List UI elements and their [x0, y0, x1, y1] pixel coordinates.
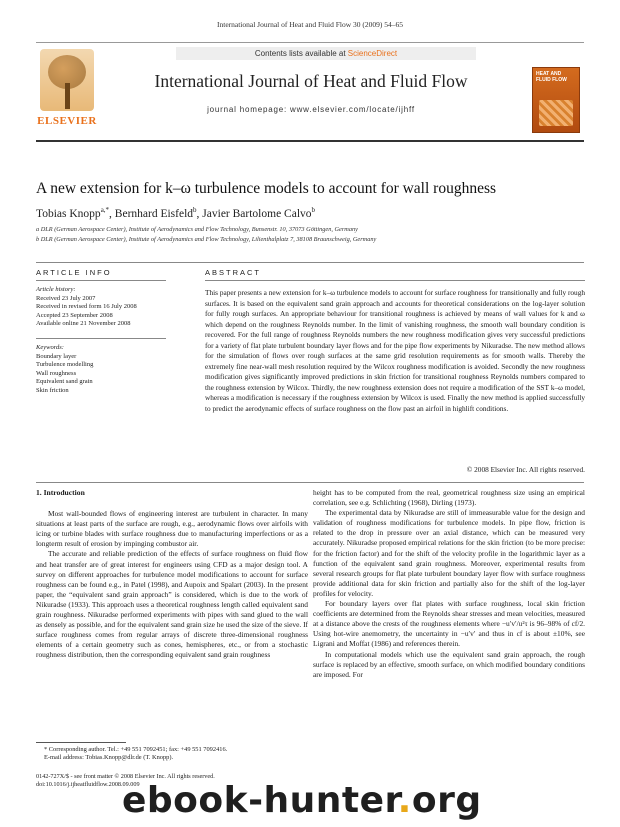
- keyword: Boundary layer: [36, 352, 77, 360]
- author-list: Tobias Knopp$^{a,*}$, Bernhard Eisfeld$^b$, Javier Bartolome Calvo$^b$: [36, 206, 316, 220]
- footnote-divider: [36, 742, 126, 743]
- cover-art-icon: [539, 100, 573, 126]
- keyword: Turbulence modelling: [36, 361, 94, 369]
- author-name[interactable]: Bernhard Eisfeld: [114, 207, 194, 220]
- history-item: Available online 21 November 2008: [36, 320, 131, 328]
- abstract-text: This paper presents a new extension for k–ω turbulence models to account for surface roughness for transitionally and fully rough surfaces. It is based on the equivalent sand grain approach and accounts for theoretical considerations on the log-layer solution for fully rough surfaces. An appropriate behaviour for transitional roughness is achieved by means of wall values for k and ω which depend on the roughness Reynolds number. In the limit of vanishing roughness, the smooth wall boundary condition is recovered. For the full range of roughness Reynolds numbers the new roughness modification gives very successful predictions for a variety of flat plate turbulent boundary layer flows and for the pipe flow experiments by Nikuradse. The new method allows for the simulation of flows over rough surfaces at the same grid resolution requirements as for smooth walls. Thereby the extremely fine near-wall mesh resolution required by the Wilcox roughness modification is avoided. Secondly the new roughness modification gives significantly improved predictions in skin friction for transitional roughness Reynolds numbers compared to the roughness extension by Wilcox. Thirdly, the new roughness extension does not require a modification of the SST k–ω model, whereas a modification is necessary if the roughness extension by Wilcox is used. Finally the new method is applied successfully to predict the aerodynamic effects of surface roughness on the flow past an airfoil in highlift conditions.: [205, 288, 585, 413]
- doi-link[interactable]: doi:10.1016/j.ijheatfluidflow.2008.09.009: [36, 781, 140, 788]
- history-item: Received in revised form 16 July 2008: [36, 303, 137, 311]
- affiliation-b: b DLR (German Aerospace Center), Institute of Aerodynamics and Flow Technology, Lilienthalplatz 7, 38108 Braunschweig, Germany: [36, 236, 377, 243]
- divider: [205, 280, 585, 281]
- history-item: Received 23 July 2007: [36, 294, 96, 302]
- history-item: Accepted 23 September 2008: [36, 311, 113, 319]
- elsevier-tree-icon: [40, 49, 94, 111]
- author-name[interactable]: Tobias Knopp: [36, 207, 101, 220]
- keywords-label: Keywords:: [36, 344, 64, 351]
- footnote: [44, 746, 304, 762]
- elsevier-wordmark: ELSEVIER: [37, 115, 97, 127]
- watermark-tld: org: [411, 780, 482, 821]
- copyright-notice: © 2008 Elsevier Inc. All rights reserved.: [466, 465, 585, 474]
- paper-title: A new extension for k–ω turbulence models to account for wall roughness: [36, 180, 497, 197]
- journal-homepage-link[interactable]: journal homepage: www.elsevier.com/locate/ijhff: [207, 105, 415, 114]
- masthead: [36, 42, 584, 142]
- keyword: Wall roughness: [36, 369, 77, 377]
- cover-title: HEAT AND FLUID FLOW: [536, 71, 567, 83]
- keyword: Skin friction: [36, 386, 69, 394]
- body-paragraph: The experimental data by Nikuradse are still of immeasurable value for the design and validation of roughness modifications for turbulence models. In pipe flow, friction is related to the drop in pressure over an axial distance, which can be measured very accurately. Nikuradse proposed empirical relations for the skin friction (to be more precise: for the friction factor) and for the shift of the velocity profile in the logarithmic layer as a function of the equivalent sand grain roughness. Moreover, experimental results from several research groups for flat plate turbulent boundary layer flow with surface roughness provide additional data for skin friction and partially also for the shift of the log-layer profiles for velocity.: [313, 508, 585, 598]
- body-column-left: [36, 488, 308, 661]
- keyword: Equivalent sand grain: [36, 378, 93, 386]
- divider: [36, 262, 584, 263]
- journal-reference: International Journal of Heat and Fluid Flow 30 (2009) 54–65: [216, 20, 403, 29]
- body-paragraph: For boundary layers over flat plates with surface roughness, local skin friction coefficients are determined from the Reynolds shear stresses and mean velocities, measured at a distance above the crests of the roughness elements where −u′v′/u²τ is 96–98% of cf/2. Using hot-wire anemometry, the uncertainty in −u′v′ and thus in cf is about ±10%, see Ligrani and Moffat (1986) and references therein.: [313, 599, 585, 649]
- contents-prefix: Contents lists available at: [254, 49, 348, 58]
- affiliation-a: a DLR (German Aerospace Center), Institute of Aerodynamics and Flow Technology, Bunsenstr. 10, 37073 Göttingen, Germany: [36, 226, 358, 233]
- keywords: [36, 344, 166, 396]
- abstract-heading: ABSTRACT: [205, 268, 262, 277]
- watermark: [122, 780, 482, 821]
- body-paragraph: In computational models which use the equivalent sand grain approach, the rough surface is replaced by an effective, smooth surface, on which modified boundary conditions are imposed. For: [313, 649, 585, 679]
- body-column-right: [313, 488, 585, 680]
- section-title: 1. Introduction: [36, 488, 85, 497]
- elsevier-logo[interactable]: [36, 49, 98, 135]
- article-info-heading: ARTICLE INFO: [36, 268, 112, 277]
- front-matter-line: 0142-727X/$ - see front matter © 2008 Elsevier Inc. All rights reserved.: [36, 773, 215, 780]
- article-history: [36, 286, 166, 329]
- journal-cover-image[interactable]: [532, 67, 580, 133]
- email-note[interactable]: E-mail address: Tobias.Knopp@dlr.de (T. Knopp).: [44, 754, 174, 762]
- corresponding-author-note: * Corresponding author. Tel.: +49 551 7092451; fax: +49 551 7092416.: [44, 746, 228, 753]
- divider: [36, 338, 166, 339]
- contents-line: [176, 47, 476, 60]
- watermark-dot: .: [397, 780, 412, 821]
- sciencedirect-link[interactable]: ScienceDirect: [347, 49, 398, 58]
- divider: [36, 280, 166, 281]
- journal-title: International Journal of Heat and Fluid Flow: [154, 71, 468, 91]
- body-paragraph: The accurate and reliable prediction of the effects of surface roughness on fluid flow and heat transfer are of great interest for engineers using CFD as a major design tool. A survey on different approaches for turbulence model modifications to account for surface roughness can be found e.g., in Patel (1998), and Aupoix and Spalart (2003). In the present paper, the “equivalent sand grain approach” is considered, which is due to the work of Nikuradse (1933). This approach uses a theoretical roughness length called equivalent sand grain roughness. Nikuradse performed experiments with pipes with sand glued to the wall as densely as possible, and for the equivalent sand grain size he used the size of the sieve. If surface roughness comes from regular arrays of discrete three-dimensional roughness elements of a certain geometry such as cones, hemispheres, etc., or from a stochastic roughness distribution, then the corresponding equivalent sand grain roughness: [36, 549, 308, 660]
- watermark-text: ebook-hunter: [122, 780, 398, 821]
- body-paragraph: height has to be computed from the real, geometrical roughness size using an empirical correlation, see e.g. Schlichting (1968), Dirling (1973).: [313, 488, 585, 508]
- body-paragraph: Most wall-bounded flows of engineering interest are turbulent in character. In many situations at least parts of the surface are rough, e.g., aerodynamic flows over airfoils with icing or turbine blades with surface roughness due to manufacturing imperfections or as a longterm result of erosion by impinging combustor air.: [36, 509, 308, 549]
- history-label: Article history:: [36, 286, 76, 293]
- author-affiliation-mark[interactable]: b: [311, 206, 316, 214]
- author-affiliation-mark[interactable]: b: [193, 206, 197, 214]
- author-affiliation-mark[interactable]: a,*: [100, 206, 110, 214]
- author-name[interactable]: Javier Bartolome Calvo: [202, 207, 312, 220]
- divider: [36, 482, 584, 483]
